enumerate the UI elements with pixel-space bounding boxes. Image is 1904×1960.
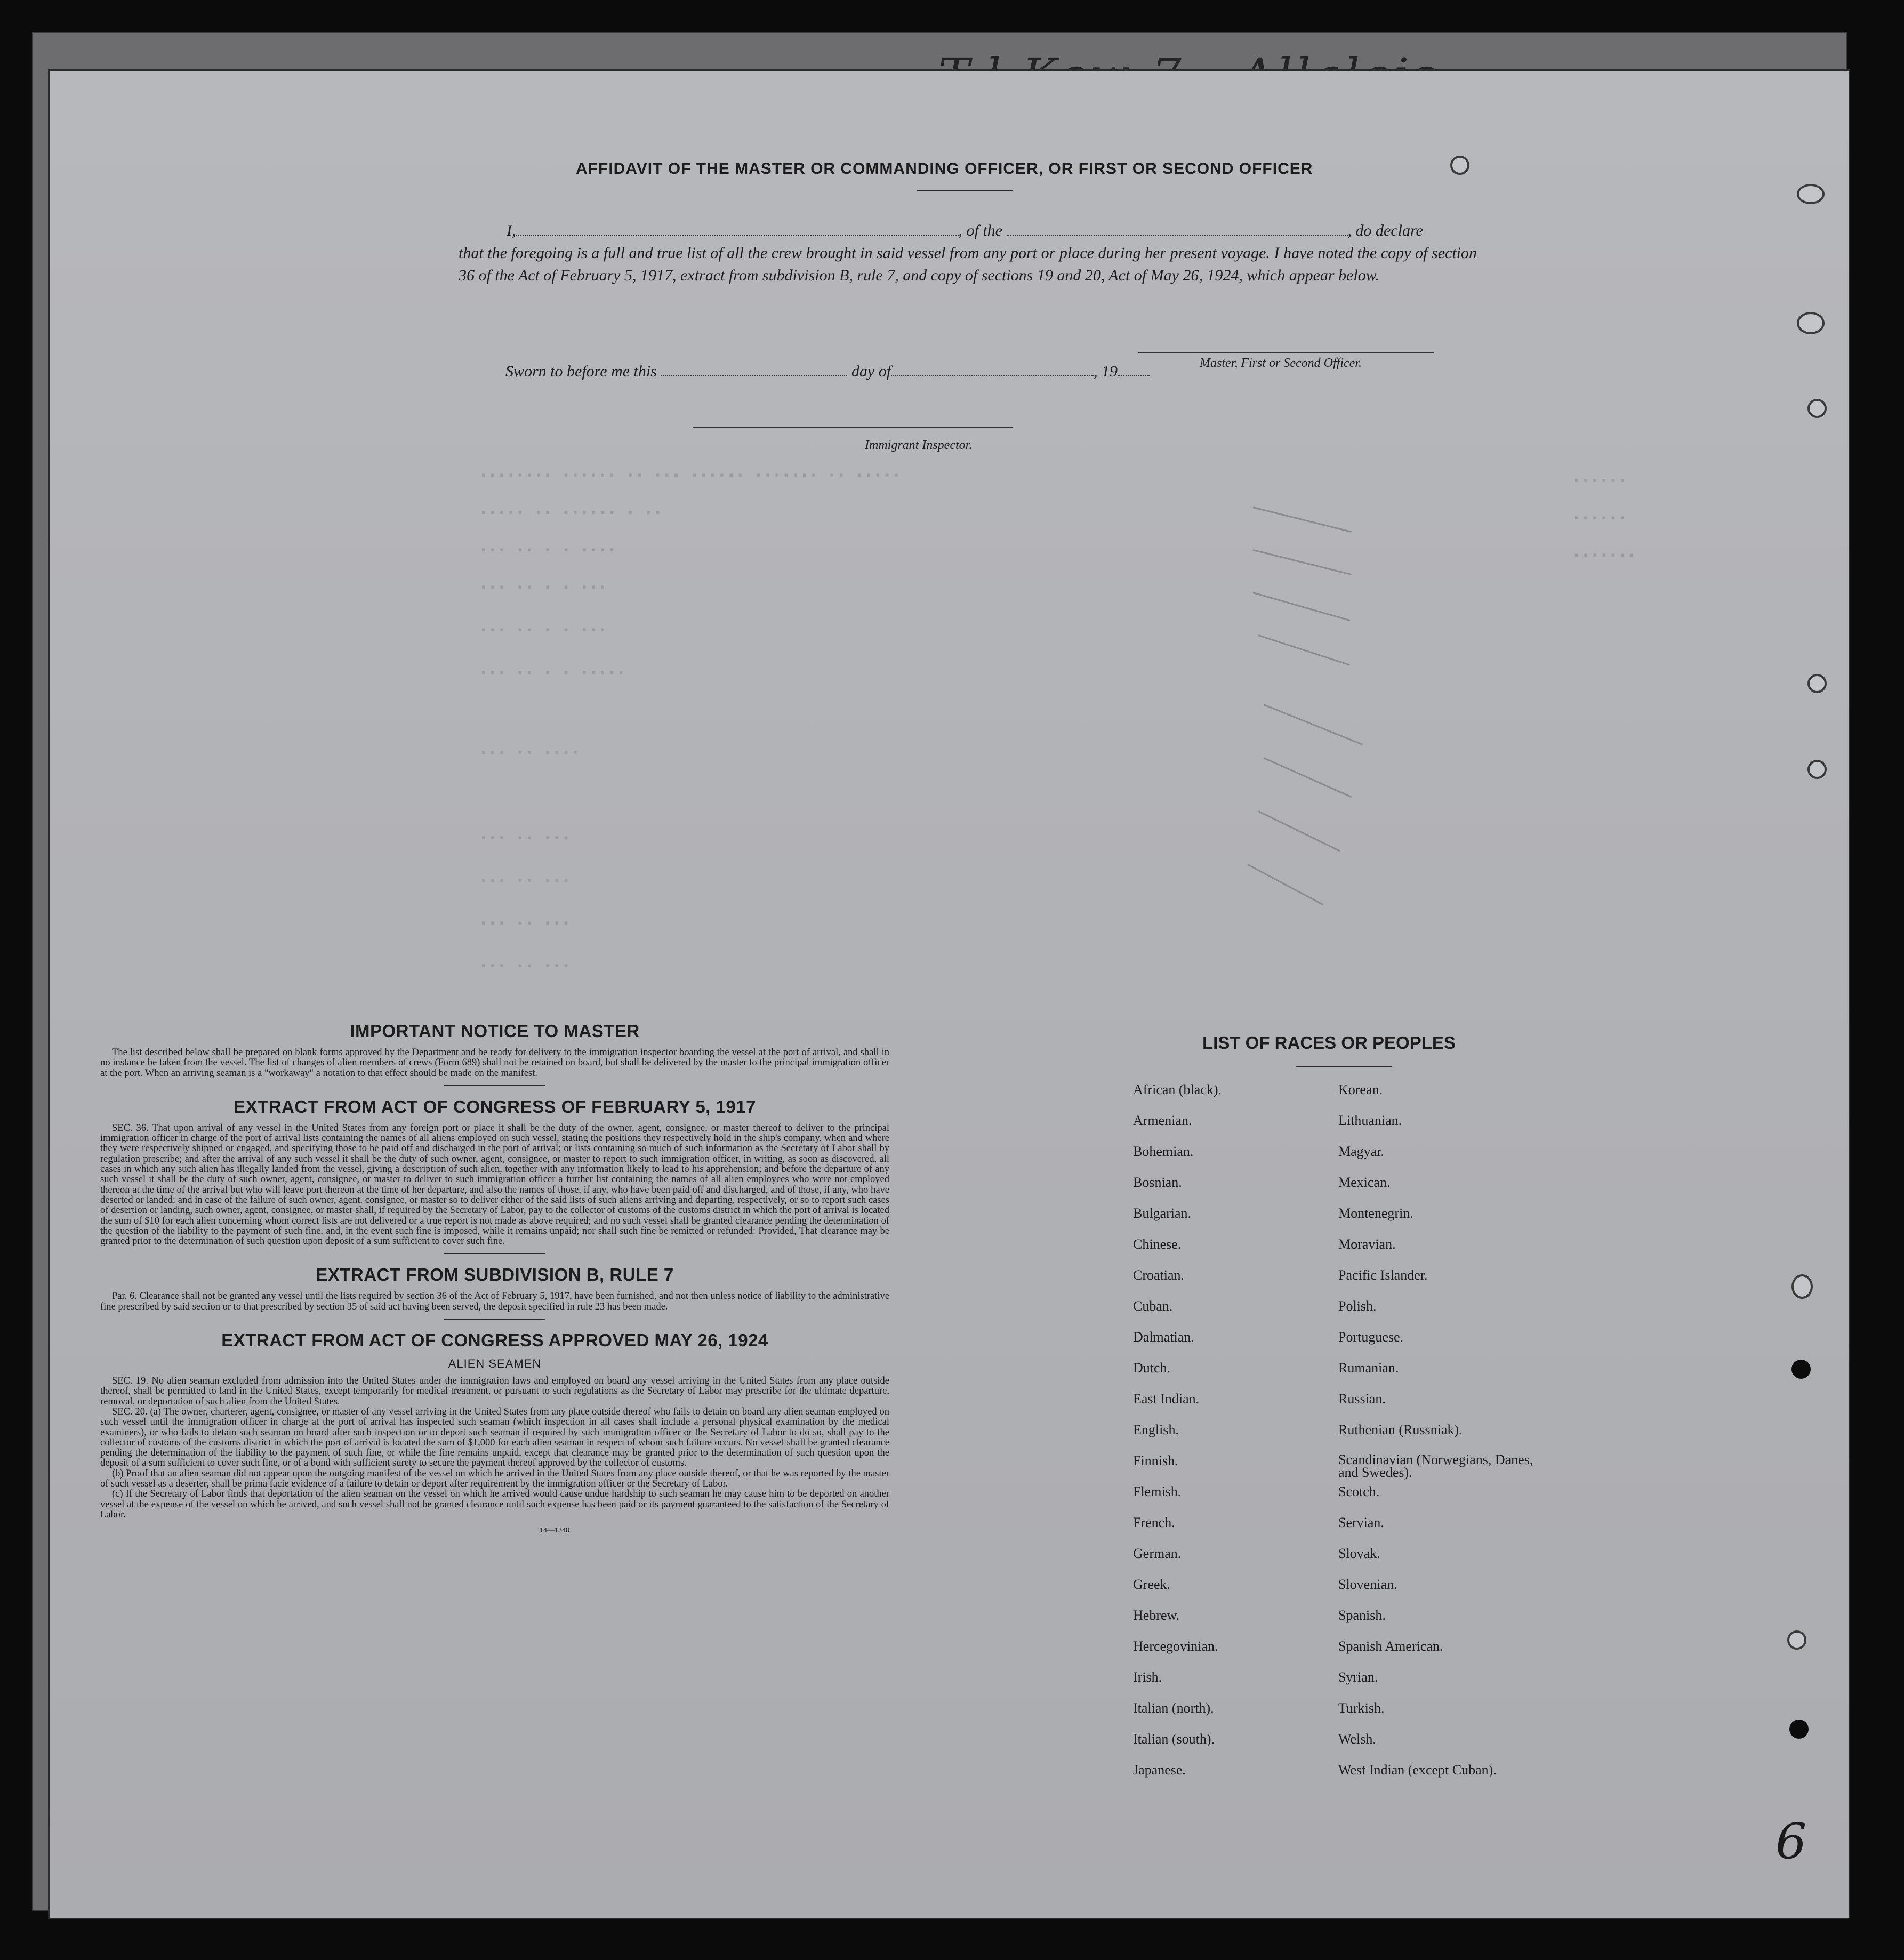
- day-blank: [661, 375, 847, 376]
- race-item: Russian.: [1338, 1391, 1386, 1407]
- race-item: Turkish.: [1338, 1700, 1385, 1716]
- race-item: Slovak.: [1338, 1546, 1380, 1561]
- extract-1924-title: EXTRACT FROM ACT OF CONGRESS APPROVED MAY 26, 1924: [221, 1330, 768, 1351]
- notice-column: [100, 1021, 889, 1535]
- race-item: Irish.: [1133, 1669, 1162, 1685]
- notice-text: The list described below shall be prepared on blank forms approved by the Department and be ready for delivery to the immigration inspector boarding the vessel at the port of arrival, and shall in no instance be taken from the vessel. The list of changes of alien members of crews (Form 689) shall not be retained on board, but shall be delivered by the master to the principal immigration officer at the port. When an arriving seaman is a "workaway" a notation to that effect should be made on the manifest.: [100, 1047, 889, 1079]
- race-item: Chinese.: [1133, 1236, 1182, 1252]
- race-item: Servian.: [1338, 1515, 1384, 1530]
- extract-1924-sec20a: SEC. 20. (a) The owner, charterer, agent, consignee, or master of any vessel arriving in the United States from any place outside thereof who fails to detain on board any alien seaman employed on such vessel until the immigration officer in charge at the port of arrival has inspected such seaman (which inspection in all cases shall include a personal physical examination by the medical examiners), or who fails to detain such seaman on board after such inspection or to deport such seaman if required by such immigration officer or the Secretary of Labor to do so, shall pay to the collector of customs of the customs district in which the port of arrival is located the sum of $1,000 for each alien seaman in respect of whom such failure occurs. No vessel shall be granted clearance pending the determination of the liability to the payment of such fine, or while the fine remains unpaid, except that clearance may be granted prior to the determination of such question upon the deposit of a sum sufficient to cover such fine, or of a bond with sufficient surety to secure the payment thereof approved by the collector of customs.: [100, 1406, 889, 1469]
- race-item: Bohemian.: [1133, 1144, 1194, 1159]
- section-divider: [444, 1085, 545, 1086]
- affidavit-i: I,: [507, 222, 516, 239]
- race-item: Magyar.: [1338, 1144, 1384, 1159]
- extract-1924-sec20b: (b) Proof that an alien seaman did not appear upon the outgoing manifest of the vessel on which he arrived in the United States from any place outside thereof, or that he was reported by the master of such vessel as a deserter, shall be prima facie evidence of a failure to detain or deport after requirement by the immigration officer or the Secretary of Labor.: [100, 1468, 889, 1490]
- race-item: Flemish.: [1133, 1484, 1182, 1499]
- race-item: German.: [1133, 1546, 1182, 1561]
- race-item: Mexican.: [1338, 1175, 1391, 1190]
- race-item: Italian (north).: [1133, 1700, 1214, 1716]
- race-item: Dutch.: [1133, 1360, 1171, 1376]
- race-item: Lithuanian.: [1338, 1113, 1402, 1128]
- extract-rule7-text: Par. 6. Clearance shall not be granted any vessel until the lists required by section 36 of the Act of February 5, 1917, have been furnished, and not then unless notice of liability to the administrative fine prescribed by said section or to that prescribed by section 35 of said act having been served, the deposit specified in rule 23 has been made.: [100, 1291, 889, 1312]
- affidavit-title: AFFIDAVIT OF THE MASTER OR COMMANDING OFFICER, OR FIRST OR SECOND OFFICER: [576, 160, 1313, 178]
- day-of-text: day of: [851, 363, 891, 380]
- race-item: Scotch.: [1338, 1484, 1380, 1499]
- race-item: Montenegrin.: [1338, 1206, 1413, 1221]
- race-item: East Indian.: [1133, 1391, 1200, 1407]
- race-item: Hercegovinian.: [1133, 1638, 1218, 1654]
- vessel-blank: [1007, 235, 1348, 236]
- race-item: Greek.: [1133, 1577, 1171, 1592]
- inspector-signature-label: Immigrant Inspector.: [865, 438, 973, 452]
- corner-page-number: 6: [1776, 1813, 1807, 1870]
- race-item: Spanish.: [1338, 1608, 1386, 1623]
- year-blank: [1118, 375, 1150, 376]
- punch-hole: [1797, 184, 1825, 204]
- bleed-through: ▪▪▪▪▪▪▪▪ ▪▪▪▪▪▪ ▪▪ ▪▪▪ ▪▪▪▪▪▪ ▪▪▪▪▪▪▪ ▪▪ ▪▪▪▪▪ ▪▪▪▪▪ ▪▪ ▪▪▪▪▪▪ ▪ ▪▪ ▪▪▪ ▪▪ ▪ ▪ ▪▪▪▪ ▪▪▪ ▪▪ ▪ ▪ ▪▪▪ ▪▪▪ ▪▪ ▪ ▪ ▪▪▪ ▪▪▪ ▪▪ ▪ ▪ ▪▪▪▪▪ ▪▪▪ ▪▪ ▪▪▪▪ ▪▪▪ ▪▪ ▪▪▪ ▪▪▪ ▪▪ ▪▪▪ ▪▪▪ ▪▪ ▪▪▪ ▪▪▪ ▪▪ ▪▪▪ ▪▪▪▪▪▪ ▪▪▪▪▪▪ ▪▪▪▪▪▪▪: [480, 469, 1637, 973]
- races-divider: [1296, 1066, 1392, 1067]
- race-item: Syrian.: [1338, 1669, 1378, 1685]
- race-item: Korean.: [1338, 1082, 1383, 1097]
- race-item: Japanese.: [1133, 1762, 1186, 1778]
- form-number: 14—1340: [540, 1527, 569, 1535]
- punch-hole: [1789, 1720, 1809, 1739]
- extract-1917-text: SEC. 36. That upon arrival of any vessel in the United States from any foreign port or place it shall be the duty of the owner, agent, consignee, or master thereof to deliver to the principal immigration officer in charge of the port of arrival lists containing the names of all aliens employed on such vessel, stating the positions they respectively hold in the ship's company, when and where they were respectively shipped or engaged, and specifying those to be paid off and discharged in the port of arrival; or lists containing so much of such information as the Secretary of Labor shall by regulation prescribe; and after the arrival of any such vessel it shall be the duty of such owner, agent, consignee, or master to report to such immigration officer, in writing, as soon as discovered, all cases in which any such alien has illegally landed from the vessel, giving a description of such alien, together with any information likely to lead to his apprehension; and before the departure of any such vessel it shall be the duty of such owner, agent, consignee, or master to deliver to such immigration officer a further list containing the names of all alien employees who were not employed thereon at the time of the arrival but who will leave port thereon at the time of her departure, and also the names of those, if any, who have been paid off and discharged, and of those, if any, who have deserted or landed; and in case of the failure of such owner, agent, consignee, or master so to deliver either of the said lists of such aliens arriving and departing, respectively, or so to report such cases of desertion or landing, such owner, agent, consignee, or master shall, if required by the Secretary of Labor, pay to the collector of customs of the customs district in which the port of arrival is located the sum of $10 for each alien concerning whom correct lists are not delivered or a true report is not made as above required; and no such vessel shall be granted clearance pending the determination of the question of the liability to the payment of such fine, and, in the event such fine is imposed, while it remains unpaid; nor shall such fine be remitted or refunded: Provided, That clearance may be granted prior to the determination of such question upon deposit of a sum sufficient to cover such fine.: [100, 1122, 889, 1247]
- race-item: Pacific Islander.: [1338, 1267, 1428, 1283]
- affidavit-text: [459, 220, 1477, 287]
- race-item: Bosnian.: [1133, 1175, 1182, 1190]
- race-item: Welsh.: [1338, 1731, 1376, 1747]
- affidavit-declare: , do declare: [1347, 222, 1423, 239]
- name-blank: [516, 235, 959, 236]
- races-column-2: [1338, 1082, 1536, 1794]
- race-item: African (black).: [1133, 1082, 1222, 1097]
- race-item: Bulgarian.: [1133, 1206, 1192, 1221]
- extract-1924-subtitle: ALIEN SEAMEN: [448, 1357, 542, 1371]
- races-column-1: [1133, 1082, 1222, 1794]
- sworn-text: Sworn to before me this: [505, 363, 657, 380]
- race-item: Ruthenian (Russniak).: [1338, 1422, 1463, 1437]
- race-item: Dalmatian.: [1133, 1329, 1194, 1345]
- race-item: Polish.: [1338, 1298, 1377, 1314]
- punch-hole: [1787, 1630, 1806, 1650]
- punch-hole: [1797, 312, 1825, 334]
- races-title: LIST OF RACES OR PEOPLES: [1202, 1033, 1456, 1053]
- race-item: Portuguese.: [1338, 1329, 1404, 1345]
- race-item: French.: [1133, 1515, 1175, 1530]
- master-signature-line: [1138, 352, 1434, 353]
- race-item: Finnish.: [1133, 1453, 1178, 1468]
- extract-1917-title: EXTRACT FROM ACT OF CONGRESS OF FEBRUARY 5, 1917: [234, 1096, 756, 1116]
- race-item: Rumanian.: [1338, 1360, 1399, 1376]
- extract-1924-sec20c: (c) If the Secretary of Labor finds that deportation of the alien seaman on the vessel on which he arrived would cause undue hardship to such seaman he may cause him to be deported on another vessel at the expense of the vessel on which he arrived, and such vessel shall not be granted clearance until such expense has been paid or its payment guaranteed to the satisfaction of the Secretary of Labor.: [100, 1489, 889, 1520]
- affidavit-body: that the foregoing is a full and true list of all the crew brought in said vessel from any port or place during her present voyage. I have noted the copy of section 36 of the Act of February 5, 1917, extract from subdivision B, rule 7, and copy of sections 19 and 20, Act of May 26, 1924, which appear below.: [459, 244, 1477, 284]
- race-item: Croatian.: [1133, 1267, 1185, 1283]
- race-item: West Indian (except Cuban).: [1338, 1762, 1497, 1778]
- race-item: Cuban.: [1133, 1298, 1173, 1314]
- race-item: Scandinavian (Norwegians, Danes, and Swedes).: [1338, 1452, 1533, 1480]
- race-item: Spanish American.: [1338, 1638, 1443, 1654]
- year-prefix: , 19: [1094, 363, 1118, 380]
- punch-hole: [1807, 760, 1827, 779]
- punch-hole: [1807, 399, 1827, 418]
- master-signature-label: Master, First or Second Officer.: [1200, 356, 1362, 370]
- race-item: English.: [1133, 1422, 1179, 1437]
- section-divider: [444, 1319, 545, 1320]
- punch-hole: [1807, 674, 1827, 693]
- month-blank: [891, 375, 1094, 376]
- extract-1924-sec19: SEC. 19. No alien seaman excluded from admission into the United States under the immigration laws and employed on board any vessel arriving in the United States from any place outside thereof, shall be permitted to land in the United States, except temporarily for medical treatment, or pursuant to such regulations as the Secretary of Labor may prescribe for the ultimate departure, removal, or deportation of such alien from the United States.: [100, 1376, 889, 1407]
- punch-hole: [1791, 1274, 1813, 1299]
- sworn-line: [505, 363, 1150, 381]
- notice-title: IMPORTANT NOTICE TO MASTER: [350, 1021, 640, 1041]
- race-item: Slovenian.: [1338, 1577, 1397, 1592]
- affidavit-divider: [917, 190, 1013, 191]
- race-item: Armenian.: [1133, 1113, 1192, 1128]
- inspector-signature-line: [693, 427, 1013, 428]
- race-item: Hebrew.: [1133, 1608, 1180, 1623]
- race-item: Moravian.: [1338, 1236, 1396, 1252]
- punch-hole: [1791, 1360, 1811, 1379]
- section-divider: [444, 1253, 545, 1254]
- race-item: Italian (south).: [1133, 1731, 1215, 1747]
- affidavit-of-the: , of the: [958, 222, 1002, 239]
- punch-hole: [1450, 156, 1469, 175]
- extract-rule7-title: EXTRACT FROM SUBDIVISION B, RULE 7: [316, 1265, 674, 1285]
